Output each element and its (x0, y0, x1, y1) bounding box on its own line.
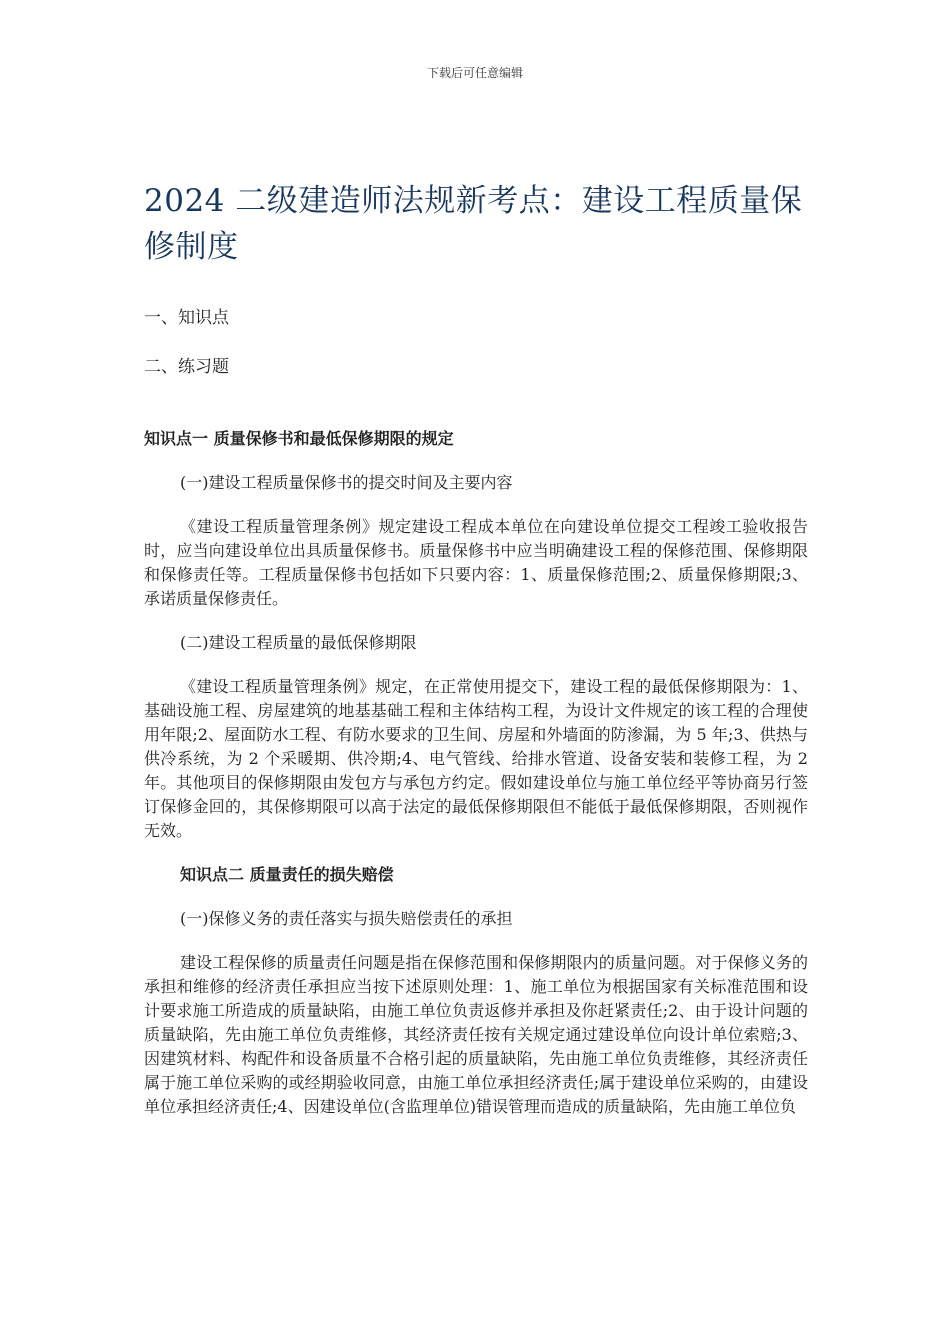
section1-subheading-2: (二)建设工程质量的最低保修期限 (180, 633, 417, 652)
document-title: 2024 二级建造师法规新考点：建设工程质量保修制度 (144, 183, 803, 265)
toc-item-knowledge: 一、知识点 (144, 308, 229, 328)
header-note: 下载后可任意编辑 (426, 66, 523, 80)
section1-subheading-1: (一)建设工程质量保修书的提交时间及主要内容 (180, 473, 513, 492)
section1-paragraph-1: 《建设工程质量管理条例》规定建设工程成本单位在向建设单位提交工程竣工验收报告时，应当向建设单位出具质量保修书。质量保修书中应当明确建设工程的保修范围、保修期限和保修责任等。工程质量保修书包括如下只要内容：1、质量保修范围;2、质量保修期限;3、承诺质量保修责任。 (144, 517, 808, 608)
section2-paragraph-1: 建设工程保修的质量责任问题是指在保修范围和保修期限内的质量问题。对于保修义务的承担和维修的经济责任承担应当按下述原则处理：1、施工单位为根据国家有关标准范围和设计要求施工所造成的质量缺陷，由施工单位负责返修并承担及你赶紧责任;2、由于设计问题的质量缺陷，先由施工单位负责维修，其经济责任按有关规定通过建设单位向设计单位索赔;3、因建筑材料、构配件和设备质量不合格引起的质量缺陷，先由施工单位负责维修，其经济责任属于施工单位采购的或经期验收同意，由施工单位承担经济责任;属于建设单位采购的，由建设单位承担经济责任;4、因建设单位(含监理单位)错误管理而造成的质量缺陷，先由施工单位负 (144, 953, 808, 1116)
toc-item-exercises: 二、练习题 (144, 357, 229, 377)
section2-heading: 知识点二 质量责任的损失赔偿 (180, 865, 394, 884)
table-of-contents (144, 306, 808, 379)
document-body (144, 178, 808, 1119)
section2-subheading-1: (一)保修义务的责任落实与损失赔偿责任的承担 (180, 909, 513, 928)
section1-heading: 知识点一 质量保修书和最低保修期限的规定 (144, 429, 454, 448)
section1-paragraph-2: 《建设工程质量管理条例》规定，在正常使用提交下，建设工程的最低保修期限为：1、基础设施工程、房屋建筑的地基基础工程和主体结构工程，为设计文件规定的该工程的合理使用年限;2、屋面防水工程、有防水要求的卫生间、房屋和外墙面的防渗漏，为 5 年;3、供热与供冷系统，为 2 个采暖期、供冷期;4、电气管线、给排水管道、设备安装和装修工程，为 2 年。其他项目的保修期限由发包方与承包方约定。假如建设单位与施工单位经平等协商另行签订保修金回的，其保修期限可以高于法定的最低保修期限但不能低于最低保修期限，否则视作无效。 (144, 677, 808, 840)
